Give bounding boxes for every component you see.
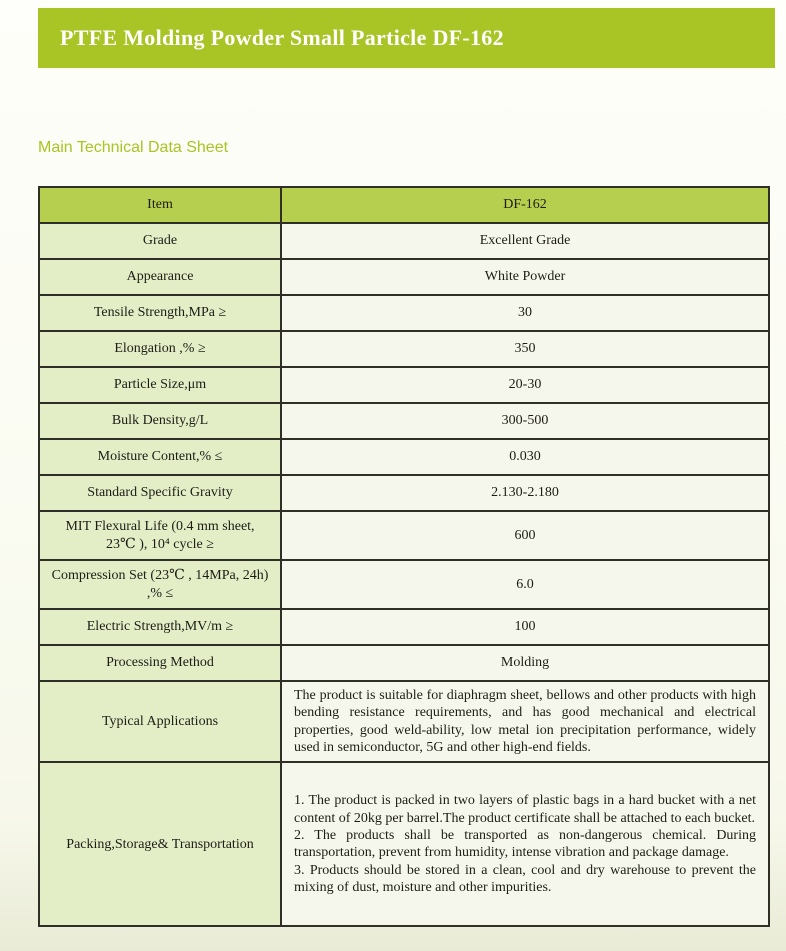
row-label: Packing,Storage& Transportation [39,762,281,926]
row-value: 100 [281,609,769,645]
table-row [39,367,769,403]
row-value: 6.0 [281,560,769,609]
row-value: 300-500 [281,403,769,439]
row-value: 30 [281,295,769,331]
page-title: PTFE Molding Powder Small Particle DF-162 [60,25,504,50]
row-label: Electric Strength,MV/m ≥ [39,609,281,645]
title-banner [38,8,775,68]
row-label: Tensile Strength,MPa ≥ [39,295,281,331]
row-value-line: 2. The products shall be transported as non-dangerous chemical. During transportation, prevent from humidity, intense vibration and package damage. [294,828,756,861]
table-row [39,403,769,439]
table-row [39,223,769,259]
row-value: Molding [281,645,769,681]
spec-table-body [39,187,769,926]
table-row [39,439,769,475]
row-value [281,762,769,926]
table-row [39,187,769,223]
table-row [39,259,769,295]
row-value: DF-162 [281,187,769,223]
row-label: Bulk Density,g/L [39,403,281,439]
table-row [39,609,769,645]
row-label: Processing Method [39,645,281,681]
row-value: 20-30 [281,367,769,403]
row-value: 2.130-2.180 [281,475,769,511]
table-row [39,331,769,367]
row-label: Standard Specific Gravity [39,475,281,511]
row-label: Elongation ,% ≥ [39,331,281,367]
row-value: 600 [281,511,769,560]
row-label: Item [39,187,281,223]
row-value: 350 [281,331,769,367]
row-value: 0.030 [281,439,769,475]
row-label: Compression Set (23℃ , 14MPa, 24h) ,% ≤ [39,560,281,609]
row-value: The product is suitable for diaphragm sheet, bellows and other products with high bending resistance requirements, and has good mechanical and electrical properties, good weld-ability, low metal ion precipitation performance, widely used in semiconductor, 5G and other high-end fields. [281,681,769,762]
row-value-line: 1. The product is packed in two layers of plastic bags in a hard bucket with a net content of 20kg per barrel.The product certificate shall be attached to each bucket. [294,793,756,826]
row-value: Excellent Grade [281,223,769,259]
row-label: Particle Size,μm [39,367,281,403]
table-row [39,511,769,560]
row-label: Grade [39,223,281,259]
table-row [39,645,769,681]
row-value: White Powder [281,259,769,295]
row-label: Appearance [39,259,281,295]
row-label: Typical Applications [39,681,281,762]
table-row [39,681,769,762]
section-heading: Main Technical Data Sheet [38,139,229,156]
table-row [39,295,769,331]
row-label: Moisture Content,% ≤ [39,439,281,475]
spec-table [38,186,770,927]
table-row [39,762,769,926]
row-label: MIT Flexural Life (0.4 mm sheet, 23℃ ), 10⁴ cycle ≥ [39,511,281,560]
row-value-line: 3. Products should be stored in a clean, cool and dry warehouse to prevent the mixing of dust, moisture and other impurities. [294,862,756,896]
table-row [39,475,769,511]
table-row [39,560,769,609]
